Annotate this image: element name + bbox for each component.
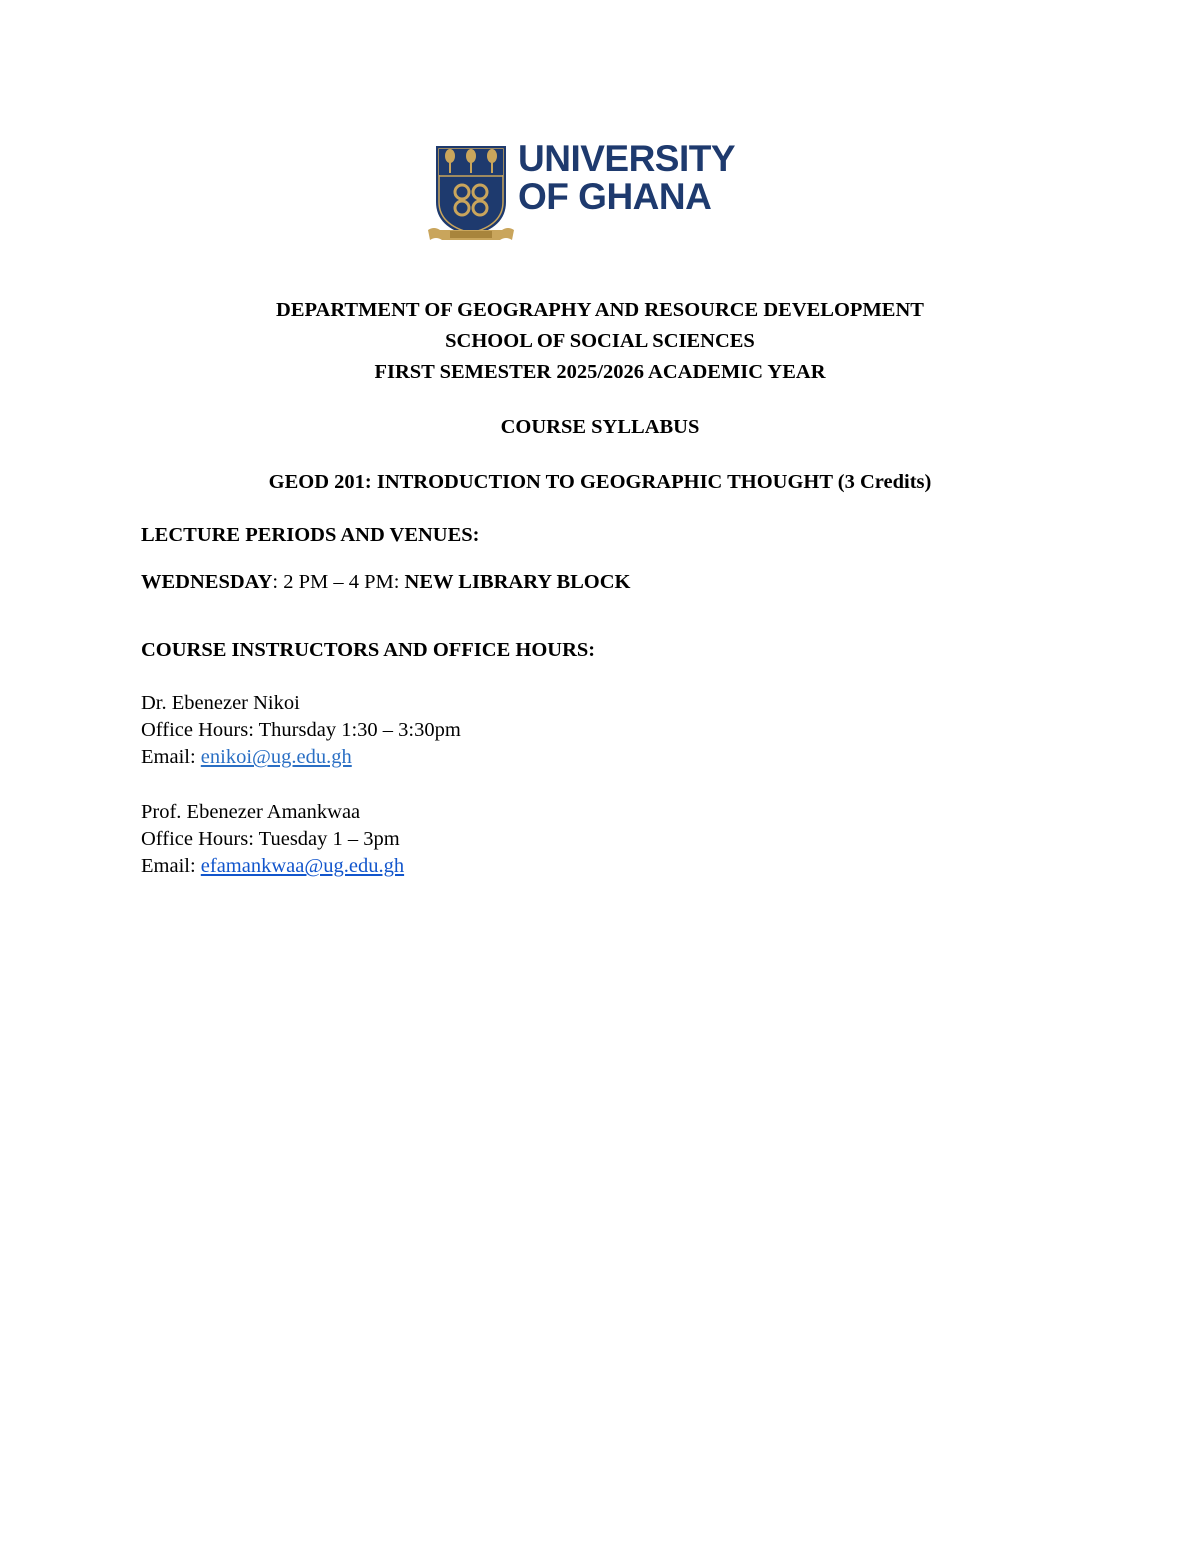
- logo-line-1: UNIVERSITY: [518, 138, 736, 179]
- university-crest-icon: [426, 140, 516, 245]
- department-name: DEPARTMENT OF GEOGRAPHY AND RESOURCE DEVELOPMENT: [276, 299, 924, 321]
- instructor-entry: [141, 799, 404, 880]
- lecture-day: WEDNESDAY: [141, 571, 273, 593]
- lecture-heading: LECTURE PERIODS AND VENUES:: [141, 524, 480, 546]
- instructor-name: Prof. Ebenezer Amankwaa: [141, 801, 361, 823]
- instructor-email-line: [141, 853, 404, 880]
- instructor-email-link[interactable]: enikoi@ug.edu.gh: [200, 746, 352, 768]
- instructors-heading: COURSE INSTRUCTORS AND OFFICE HOURS:: [141, 639, 596, 661]
- lecture-venue: NEW LIBRARY BLOCK: [404, 571, 631, 593]
- instructor-email-line: [141, 744, 461, 771]
- email-label: Email:: [141, 746, 201, 768]
- lecture-time: : 2 PM – 4 PM:: [272, 571, 405, 593]
- semester-line: FIRST SEMESTER 2025/2026 ACADEMIC YEAR: [374, 361, 826, 383]
- email-label: Email:: [141, 855, 201, 877]
- document-header: [0, 295, 1200, 388]
- syllabus-title: COURSE SYLLABUS: [500, 416, 700, 438]
- school-name: SCHOOL OF SOCIAL SCIENCES: [445, 330, 755, 352]
- lecture-schedule: [141, 569, 631, 596]
- instructor-office-hours: Office Hours: Tuesday 1 – 3pm: [141, 828, 400, 850]
- university-logo: [426, 140, 776, 245]
- instructor-email-link[interactable]: efamankwaa@ug.edu.gh: [200, 855, 405, 877]
- logo-wordmark: [518, 140, 735, 216]
- logo-line-2: OF GHANA: [518, 176, 712, 217]
- instructor-name: Dr. Ebenezer Nikoi: [141, 692, 300, 714]
- course-title: GEOD 201: INTRODUCTION TO GEOGRAPHIC THOUGHT (3 Credits): [268, 471, 932, 493]
- instructor-entry: [141, 690, 461, 771]
- instructor-office-hours: Office Hours: Thursday 1:30 – 3:30pm: [141, 719, 461, 741]
